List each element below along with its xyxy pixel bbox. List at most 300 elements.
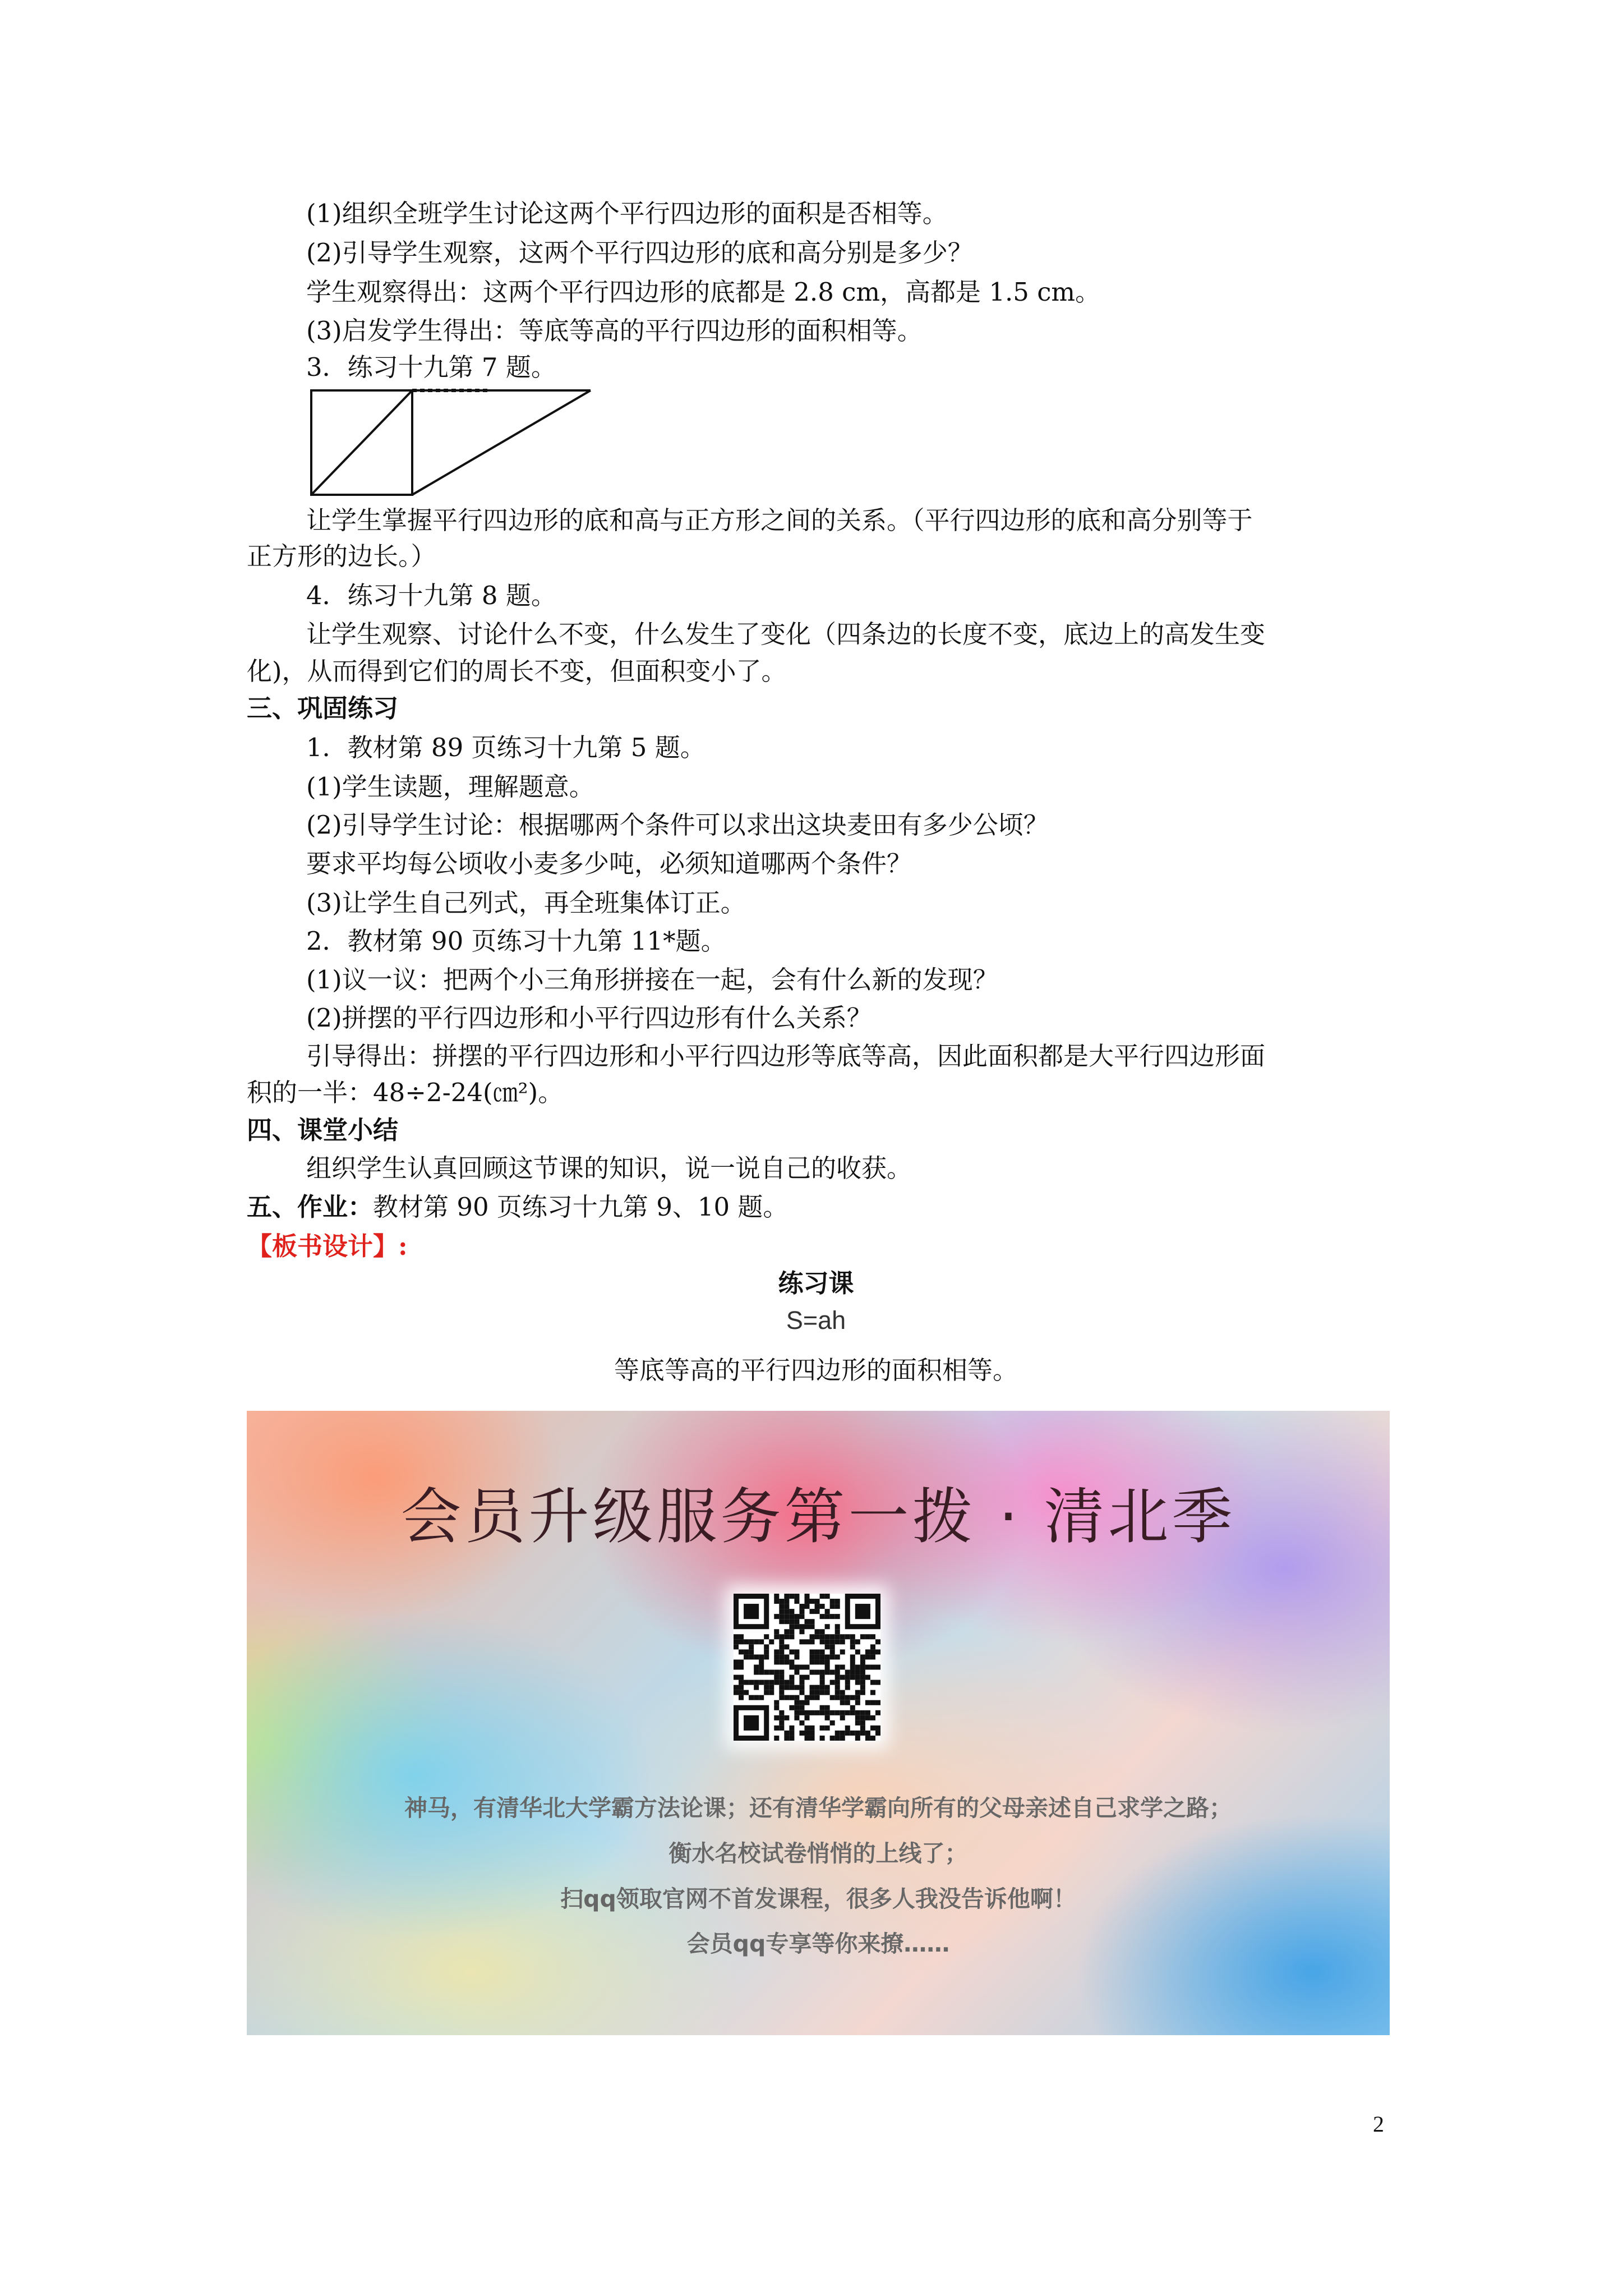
- qr-module: [845, 1710, 850, 1715]
- qr-module: [810, 1654, 815, 1659]
- paragraph: 组织学生认真回顾这节课的知识，说一说自己的收获。: [306, 1153, 912, 1183]
- qr-module: [835, 1736, 840, 1741]
- qr-module: [804, 1675, 809, 1680]
- qr-module: [820, 1670, 825, 1675]
- qr-module: [830, 1736, 835, 1741]
- qr-module: [734, 1659, 739, 1664]
- qr-module: [850, 1705, 855, 1710]
- qr-module: [855, 1664, 860, 1669]
- qr-module: [749, 1695, 754, 1700]
- qr-module: [845, 1680, 850, 1685]
- qr-module: [789, 1609, 794, 1614]
- qr-module: [794, 1670, 799, 1675]
- qr-module: [825, 1644, 830, 1649]
- qr-module: [769, 1685, 774, 1690]
- qr-module: [860, 1690, 865, 1695]
- qr-module: [835, 1695, 840, 1700]
- qr-module: [759, 1670, 764, 1675]
- qr-module: [855, 1675, 860, 1680]
- qr-module: [835, 1629, 840, 1634]
- qr-finder: [855, 1604, 870, 1619]
- qr-module: [744, 1690, 749, 1695]
- parallelogram-square-figure: [310, 388, 593, 498]
- qr-module: [820, 1705, 825, 1710]
- board-conclusion: 等底等高的平行四边形的面积相等。: [614, 1355, 1018, 1385]
- qr-module: [815, 1690, 820, 1695]
- qr-module: [855, 1670, 860, 1675]
- qr-module: [779, 1619, 784, 1624]
- qr-module: [855, 1710, 860, 1715]
- qr-module: [779, 1685, 784, 1690]
- qr-module: [804, 1710, 809, 1715]
- qr-module: [830, 1644, 835, 1649]
- qr-module: [855, 1690, 860, 1695]
- qr-module: [759, 1654, 764, 1659]
- qr-module: [840, 1695, 845, 1700]
- qr-module: [815, 1649, 820, 1654]
- paragraph: (1)学生读题，理解题意。: [306, 772, 594, 802]
- qr-module: [850, 1664, 855, 1669]
- qr-module: [789, 1726, 794, 1731]
- square-diagonal: [311, 390, 412, 495]
- qr-module: [820, 1604, 825, 1609]
- qr-finder: [744, 1715, 759, 1731]
- qr-module: [810, 1659, 815, 1664]
- qr-module: [870, 1644, 875, 1649]
- paragraph: (3)启发学生得出：等底等高的平行四边形的面积相等。: [306, 316, 923, 346]
- qr-module: [769, 1690, 774, 1695]
- qr-module: [840, 1710, 845, 1715]
- qr-module: [799, 1705, 804, 1710]
- qr-module: [779, 1599, 784, 1604]
- qr-module: [870, 1654, 875, 1659]
- qr-module: [734, 1690, 739, 1695]
- qr-module: [784, 1680, 789, 1685]
- qr-module: [759, 1680, 764, 1685]
- qr-module: [825, 1654, 830, 1659]
- qr-module: [739, 1680, 744, 1685]
- qr-module: [759, 1659, 764, 1664]
- qr-module: [764, 1649, 769, 1654]
- qr-module: [789, 1634, 794, 1639]
- qr-module: [789, 1629, 794, 1634]
- qr-module: [739, 1690, 744, 1695]
- board-formula: S=ah: [786, 1306, 846, 1335]
- qr-module: [845, 1634, 850, 1639]
- paragraph: 正方形的边长。）: [247, 541, 436, 571]
- qr-module: [734, 1675, 739, 1680]
- qr-module: [784, 1715, 789, 1720]
- qr-module: [845, 1695, 850, 1700]
- qr-module: [779, 1670, 784, 1675]
- qr-module: [870, 1680, 875, 1685]
- qr-module: [799, 1604, 804, 1609]
- qr-module: [845, 1700, 850, 1705]
- qr-module: [820, 1654, 825, 1659]
- qr-module: [870, 1649, 875, 1654]
- qr-module: [789, 1680, 794, 1685]
- qr-module: [820, 1690, 825, 1695]
- qr-module: [845, 1675, 850, 1680]
- qr-module: [789, 1659, 794, 1664]
- qr-module: [820, 1629, 825, 1634]
- qr-module: [825, 1705, 830, 1710]
- qr-module: [774, 1700, 779, 1705]
- qr-module: [739, 1664, 744, 1669]
- qr-module: [804, 1599, 809, 1604]
- qr-module: [860, 1720, 865, 1726]
- banner-text: 衡水名校试卷悄悄的上线了；: [668, 1840, 968, 1867]
- qr-module: [835, 1624, 840, 1629]
- qr-module: [804, 1594, 809, 1599]
- qr-module: [779, 1609, 784, 1614]
- qr-module: [739, 1675, 744, 1680]
- qr-module: [825, 1614, 830, 1619]
- qr-module: [794, 1624, 799, 1629]
- qr-module: [779, 1726, 784, 1731]
- qr-module: [845, 1731, 850, 1736]
- qr-module: [779, 1675, 784, 1680]
- qr-module: [804, 1619, 809, 1624]
- qr-module: [815, 1670, 820, 1675]
- qr-module: [804, 1700, 809, 1705]
- qr-module: [784, 1736, 789, 1741]
- qr-module: [860, 1659, 865, 1664]
- qr-module: [774, 1659, 779, 1664]
- qr-module: [845, 1685, 850, 1690]
- qr-module: [810, 1670, 815, 1675]
- banner-title: 会员升级服务第一拨 · 清北季: [400, 1482, 1236, 1552]
- qr-module: [799, 1731, 804, 1736]
- qr-module: [835, 1690, 840, 1695]
- qr-module: [815, 1629, 820, 1634]
- paragraph: 引导得出：拼摆的平行四边形和小平行四边形等底等高，因此面积都是大平行四边形面: [306, 1041, 1266, 1071]
- qr-module: [804, 1604, 809, 1609]
- qr-module: [774, 1675, 779, 1680]
- qr-code-image: [734, 1594, 880, 1741]
- qr-module: [810, 1634, 815, 1639]
- qr-module: [779, 1614, 784, 1619]
- paragraph: (2)拼摆的平行四边形和小平行四边形有什么关系？: [306, 1003, 872, 1033]
- qr-module: [789, 1664, 794, 1669]
- qr-module: [810, 1639, 815, 1644]
- qr-module: [840, 1700, 845, 1705]
- qr-module: [794, 1700, 799, 1705]
- qr-module: [840, 1690, 845, 1695]
- qr-module: [820, 1685, 825, 1690]
- qr-module: [734, 1664, 739, 1669]
- qr-module: [820, 1634, 825, 1639]
- qr-module: [860, 1715, 865, 1720]
- qr-module: [774, 1599, 779, 1604]
- qr-module: [830, 1639, 835, 1644]
- qr-module: [825, 1664, 830, 1669]
- qr-module: [764, 1670, 769, 1675]
- qr-module: [860, 1731, 865, 1736]
- qr-module: [764, 1654, 769, 1659]
- qr-module: [855, 1715, 860, 1720]
- qr-module: [784, 1685, 789, 1690]
- qr-module: [820, 1710, 825, 1715]
- qr-module: [759, 1664, 764, 1669]
- qr-module: [865, 1710, 870, 1715]
- paragraph: 3．练习十九第 7 题。: [306, 352, 556, 382]
- qr-module: [804, 1736, 809, 1741]
- qr-module: [855, 1720, 860, 1726]
- qr-module: [830, 1680, 835, 1685]
- qr-module: [870, 1634, 875, 1639]
- qr-module: [810, 1609, 815, 1614]
- qr-module: [810, 1736, 815, 1741]
- paragraph: 让学生掌握平行四边形的底和高与正方形之间的关系。（平行四边形的底和高分别等于: [306, 505, 1253, 535]
- qr-finder: [744, 1604, 759, 1619]
- qr-module: [825, 1670, 830, 1675]
- qr-module: [759, 1639, 764, 1644]
- qr-module: [774, 1726, 779, 1731]
- qr-module: [835, 1599, 840, 1604]
- qr-module: [855, 1731, 860, 1736]
- paragraph: 1．教材第 89 页练习十九第 5 题。: [306, 733, 706, 762]
- qr-module: [850, 1644, 855, 1649]
- qr-module: [779, 1654, 784, 1659]
- qr-module: [840, 1649, 845, 1654]
- qr-module: [784, 1644, 789, 1649]
- qr-module: [804, 1726, 809, 1731]
- qr-module: [825, 1690, 830, 1695]
- qr-module: [865, 1700, 870, 1705]
- qr-module: [804, 1664, 809, 1669]
- qr-module: [870, 1664, 875, 1669]
- qr-module: [860, 1685, 865, 1690]
- qr-module: [875, 1639, 880, 1644]
- paragraph: [247, 1190, 788, 1224]
- qr-module: [875, 1726, 880, 1731]
- qr-module: [810, 1624, 815, 1629]
- qr-module: [810, 1695, 815, 1700]
- qr-module: [860, 1710, 865, 1715]
- qr-module: [810, 1731, 815, 1736]
- qr-module: [794, 1664, 799, 1669]
- qr-module: [779, 1639, 784, 1644]
- qr-module: [789, 1649, 794, 1654]
- qr-module: [835, 1675, 840, 1680]
- qr-module: [759, 1695, 764, 1700]
- qr-module: [850, 1695, 855, 1700]
- qr-module: [830, 1634, 835, 1639]
- qr-module: [779, 1710, 784, 1715]
- qr-module: [820, 1726, 825, 1731]
- qr-module: [845, 1670, 850, 1675]
- paragraph: 让学生观察、讨论什么不变，什么发生了变化（四条边的长度不变，底边上的高发生变: [306, 619, 1266, 649]
- qr-module: [799, 1690, 804, 1695]
- qr-module: [804, 1731, 809, 1736]
- qr-module: [769, 1639, 774, 1644]
- qr-module: [815, 1685, 820, 1690]
- qr-module: [784, 1609, 789, 1614]
- qr-module: [764, 1634, 769, 1639]
- qr-module: [830, 1695, 835, 1700]
- qr-code[interactable]: [734, 1594, 880, 1741]
- paragraph: (3)让学生自己列式，再全班集体订正。: [306, 888, 746, 918]
- qr-module: [820, 1639, 825, 1644]
- qr-module: [835, 1654, 840, 1659]
- qr-module: [875, 1649, 880, 1654]
- qr-module: [784, 1599, 789, 1604]
- paragraph: (2)引导学生讨论：根据哪两个条件可以求出这块麦田有多少公顷？: [306, 810, 1049, 840]
- qr-module: [779, 1720, 784, 1726]
- qr-module: [784, 1654, 789, 1659]
- qr-module: [764, 1690, 769, 1695]
- qr-module: [865, 1736, 870, 1741]
- qr-module: [860, 1680, 865, 1685]
- qr-module: [850, 1731, 855, 1736]
- qr-module: [799, 1624, 804, 1629]
- qr-module: [794, 1715, 799, 1720]
- qr-module: [739, 1695, 744, 1700]
- qr-module: [734, 1685, 739, 1690]
- qr-module: [794, 1614, 799, 1619]
- qr-module: [774, 1614, 779, 1619]
- qr-module: [835, 1634, 840, 1639]
- parallelogram-right-edge: [412, 390, 591, 495]
- qr-module: [835, 1614, 840, 1619]
- qr-module: [825, 1715, 830, 1720]
- qr-module: [860, 1634, 865, 1639]
- qr-module: [870, 1736, 875, 1741]
- qr-module: [835, 1639, 840, 1644]
- qr-module: [835, 1604, 840, 1609]
- promo-banner[interactable]: [247, 1411, 1390, 2035]
- qr-module: [835, 1680, 840, 1685]
- qr-module: [749, 1639, 754, 1644]
- qr-module: [799, 1664, 804, 1669]
- qr-module: [850, 1670, 855, 1675]
- qr-module: [799, 1710, 804, 1715]
- qr-module: [754, 1680, 759, 1685]
- qr-module: [799, 1609, 804, 1614]
- qr-module: [794, 1649, 799, 1654]
- qr-module: [850, 1639, 855, 1644]
- qr-module: [754, 1695, 759, 1700]
- qr-module: [830, 1599, 835, 1604]
- qr-module: [875, 1664, 880, 1669]
- qr-module: [820, 1614, 825, 1619]
- qr-module: [825, 1624, 830, 1629]
- qr-module: [825, 1726, 830, 1731]
- qr-module: [739, 1685, 744, 1690]
- qr-module: [784, 1629, 789, 1634]
- qr-module: [835, 1664, 840, 1669]
- qr-module: [825, 1609, 830, 1614]
- qr-module: [850, 1710, 855, 1715]
- qr-module: [840, 1639, 845, 1644]
- qr-module: [825, 1710, 830, 1715]
- qr-module: [769, 1670, 774, 1675]
- qr-module: [779, 1695, 784, 1700]
- qr-module: [794, 1705, 799, 1710]
- qr-module: [739, 1639, 744, 1644]
- page-number: 2: [1373, 2111, 1384, 2137]
- qr-module: [815, 1695, 820, 1700]
- qr-module: [830, 1604, 835, 1609]
- qr-module: [815, 1654, 820, 1659]
- qr-module: [855, 1680, 860, 1685]
- qr-module: [865, 1715, 870, 1720]
- qr-module: [764, 1644, 769, 1649]
- qr-module: [779, 1690, 784, 1695]
- qr-module: [815, 1634, 820, 1639]
- qr-module: [799, 1685, 804, 1690]
- paragraph: (2)引导学生观察，这两个平行四边形的底和高分别是多少？: [306, 238, 973, 268]
- qr-module: [784, 1731, 789, 1736]
- qr-module: [754, 1639, 759, 1644]
- qr-module: [830, 1649, 835, 1654]
- qr-module: [810, 1619, 815, 1624]
- board-title: 练习课: [778, 1268, 854, 1298]
- qr-module: [860, 1675, 865, 1680]
- qr-module: [855, 1736, 860, 1741]
- qr-module: [875, 1680, 880, 1685]
- qr-module: [779, 1604, 784, 1609]
- qr-module: [774, 1670, 779, 1675]
- qr-module: [820, 1680, 825, 1685]
- qr-module: [855, 1700, 860, 1705]
- qr-module: [840, 1634, 845, 1639]
- qr-module: [825, 1634, 830, 1639]
- qr-module: [815, 1609, 820, 1614]
- qr-module: [789, 1695, 794, 1700]
- qr-module: [794, 1654, 799, 1659]
- qr-module: [810, 1710, 815, 1715]
- qr-module: [794, 1710, 799, 1715]
- qr-module: [810, 1726, 815, 1731]
- paragraph: (1)议一议：把两个小三角形拼接在一起，会有什么新的发现？: [306, 965, 998, 995]
- qr-module: [875, 1700, 880, 1705]
- qr-module: [774, 1680, 779, 1685]
- qr-module: [794, 1594, 799, 1599]
- qr-module: [799, 1629, 804, 1634]
- qr-module: [865, 1634, 870, 1639]
- qr-module: [820, 1675, 825, 1680]
- qr-module: [789, 1675, 794, 1680]
- paragraph: (1)组织全班学生讨论这两个平行四边形的面积是否相等。: [306, 199, 948, 228]
- qr-module: [825, 1685, 830, 1690]
- qr-module: [784, 1604, 789, 1609]
- qr-module: [744, 1680, 749, 1685]
- qr-module: [810, 1649, 815, 1654]
- qr-module: [875, 1731, 880, 1736]
- qr-module: [835, 1710, 840, 1715]
- qr-module: [855, 1695, 860, 1700]
- qr-module: [860, 1670, 865, 1675]
- qr-module: [774, 1634, 779, 1639]
- qr-module: [830, 1654, 835, 1659]
- qr-module: [789, 1685, 794, 1690]
- qr-module: [784, 1614, 789, 1619]
- qr-module: [815, 1659, 820, 1664]
- qr-module: [840, 1664, 845, 1669]
- qr-module: [870, 1715, 875, 1720]
- qr-module: [855, 1649, 860, 1654]
- qr-module: [779, 1680, 784, 1685]
- qr-module: [749, 1649, 754, 1654]
- qr-module: [804, 1639, 809, 1644]
- qr-module: [789, 1731, 794, 1736]
- qr-module: [865, 1654, 870, 1659]
- qr-module: [810, 1599, 815, 1604]
- qr-module: [820, 1594, 825, 1599]
- qr-module: [774, 1629, 779, 1634]
